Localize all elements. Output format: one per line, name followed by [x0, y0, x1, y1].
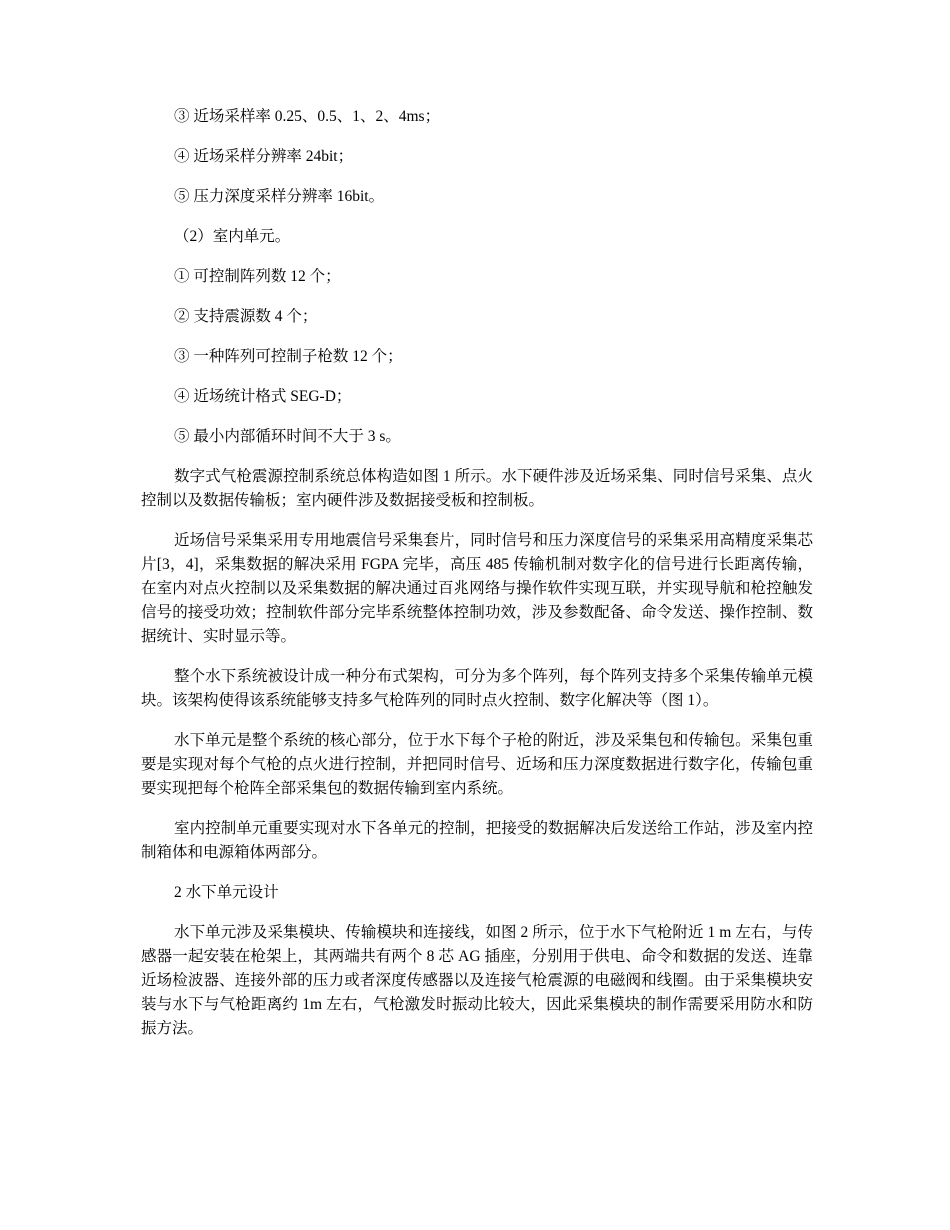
paragraph-underwater-unit: 水下单元是整个系统的核心部分，位于水下每个子枪的附近，涉及采集包和传输包。采集包重要是实现对每个气枪的点火进行控制，并把同时信号、近场和压力深度数据进行数字化，传输包重要实现把每个枪阵全部采集包的数据传输到室内系统。: [141, 732, 813, 797]
document-body: [141, 105, 813, 1057]
spec-line-record-format: ④ 近场统计格式 SEG-D；: [174, 388, 352, 405]
spec-line-near-field-sampling-rate: ③ 近场采样率 0.25、0.5、1、2、4ms；: [174, 108, 441, 125]
spec-line-min-cycle-time: ⑤ 最小内部循环时间不大于 3 s。: [174, 428, 401, 445]
paragraph-underwater-unit-design: 水下单元涉及采集模块、传输模块和连接线，如图 2 所示，位于水下气枪附近 1 m 左右，与传感器一起安装在枪架上，其两端共有两个 8 芯 AG 插座，分别用于供电、命令和数据的发送、连靠近场检波器、连接外部的压力或者深度传感器以及连接气枪震源的电磁阀和线圈。由于采集模块安装与水下与气枪距离约 1m 左右，气枪激发时振动比较大，因此采集模块的制作需要采用防水和防振方法。: [141, 924, 813, 1037]
paragraph-system-overview: 数字式气枪震源控制系统总体构造如图 1 所示。水下硬件涉及近场采集、同时信号采集、点火控制以及数据传输板；室内硬件涉及数据接受板和控制板。: [141, 468, 813, 509]
paragraph-indoor-control-unit: 室内控制单元重要实现对水下各单元的控制，把接受的数据解决后发送给工作站，涉及室内控制箱体和电源箱体两部分。: [141, 820, 813, 861]
paragraph-near-field-acquisition: 近场信号采集采用专用地震信号采集套片，同时信号和压力深度信号的采集采用高精度采集芯片[3，4]，采集数据的解决采用 FGPA 完毕，高压 485 传输机制对数字化的信号进行长距离传输，在室内对点火控制以及采集数据的解决通过百兆网络与操作软件实现互联，并实现导航和枪控触发信号的接受功效；控制软件部分完毕系统整体控制功效，涉及参数配备、命令发送、操作控制、数据统计、实时显示等。: [141, 532, 813, 645]
spec-line-near-field-resolution: ④ 近场采样分辨率 24bit；: [174, 148, 354, 165]
spec-line-pressure-depth-resolution: ⑤ 压力深度采样分辨率 16bit。: [174, 188, 385, 205]
paragraph-distributed-architecture: 整个水下系统被设计成一种分布式架构，可分为多个阵列，每个阵列支持多个采集传输单元模块。该架构使得该系统能够支持多气枪阵列的同时点火控制、数字化解决等（图 1）。: [141, 668, 813, 709]
subsection-indoor-unit: （2）室内单元。: [174, 228, 291, 245]
spec-line-controllable-arrays: ① 可控制阵列数 12 个；: [174, 268, 341, 285]
spec-line-sub-guns-per-array: ③ 一种阵列可控制子枪数 12 个；: [174, 348, 403, 365]
spec-line-supported-sources: ② 支持震源数 4 个；: [174, 308, 318, 325]
section-heading: 2 水下单元设计: [174, 884, 279, 901]
